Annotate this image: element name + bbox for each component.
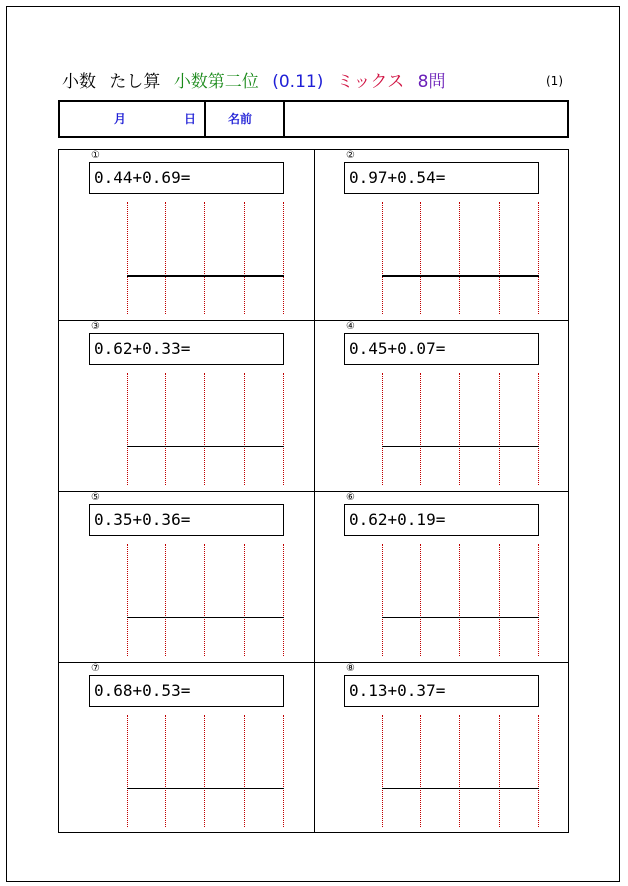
answer-line [127, 446, 284, 447]
title-mix: ミックス [336, 72, 405, 92]
problem-cell [59, 321, 314, 492]
month-label: 月 [114, 112, 127, 126]
problem-number: ② [346, 150, 355, 161]
digit-guide-line [165, 373, 166, 485]
digit-guide-line [165, 202, 166, 314]
day-label: 日 [184, 112, 197, 126]
digit-guide-line [127, 373, 128, 485]
digit-guide-line [499, 202, 500, 314]
problem-cell [59, 492, 314, 663]
answer-line [382, 446, 539, 447]
digit-guide-line [204, 544, 205, 656]
digit-guide-line [538, 544, 539, 656]
title-decimal: 小数 [62, 72, 96, 92]
digit-guide-line [459, 715, 460, 827]
problem-cell [59, 663, 314, 834]
digit-guide-line [420, 715, 421, 827]
digit-guide-line [127, 202, 128, 314]
title-unit: (0.11) [272, 72, 324, 92]
problem-number: ① [91, 150, 100, 161]
page-number: (1) [546, 74, 563, 88]
digit-guide-line [165, 715, 166, 827]
digit-guide-line [382, 373, 383, 485]
problem-expression: 0.97+0.54= [344, 162, 539, 194]
digit-guide-line [420, 373, 421, 485]
digit-guide-line [499, 373, 500, 485]
problem-expression: 0.44+0.69= [89, 162, 284, 194]
answer-line [382, 275, 539, 277]
digit-guide-line [420, 544, 421, 656]
worksheet-title [62, 70, 453, 94]
digit-guide-line [283, 202, 284, 314]
problem-expression: 0.35+0.36= [89, 504, 284, 536]
digit-guide-line [127, 544, 128, 656]
answer-line [127, 617, 284, 618]
digit-guide-line [459, 373, 460, 485]
digit-guide-line [538, 373, 539, 485]
problem-cell [314, 321, 569, 492]
problem-number: ⑧ [346, 663, 355, 674]
digit-guide-line [382, 202, 383, 314]
problem-expression: 0.13+0.37= [344, 675, 539, 707]
digit-guide-line [420, 202, 421, 314]
digit-guide-line [459, 544, 460, 656]
answer-line [127, 275, 284, 277]
problem-grid [58, 149, 569, 833]
header-divider [283, 102, 285, 136]
digit-guide-line [127, 715, 128, 827]
title-addition: たし算 [109, 72, 161, 92]
problem-expression: 0.45+0.07= [344, 333, 539, 365]
problem-expression: 0.62+0.33= [89, 333, 284, 365]
digit-guide-line [499, 715, 500, 827]
answer-line [382, 788, 539, 789]
problem-number: ⑦ [91, 663, 100, 674]
title-question-count: 8問 [417, 72, 446, 92]
problem-expression: 0.68+0.53= [89, 675, 284, 707]
digit-guide-line [538, 715, 539, 827]
digit-guide-line [204, 715, 205, 827]
answer-line [382, 617, 539, 618]
digit-guide-line [244, 373, 245, 485]
title-second-decimal-place: 小数第二位 [173, 72, 259, 92]
digit-guide-line [165, 544, 166, 656]
problem-cell [314, 150, 569, 321]
digit-guide-line [382, 715, 383, 827]
digit-guide-line [204, 202, 205, 314]
name-field[interactable] [288, 102, 565, 136]
problem-number: ③ [91, 321, 100, 332]
digit-guide-line [538, 202, 539, 314]
digit-guide-line [204, 373, 205, 485]
digit-guide-line [244, 544, 245, 656]
problem-cell [314, 663, 569, 834]
answer-line [127, 788, 284, 789]
problem-cell [314, 492, 569, 663]
problem-number: ⑥ [346, 492, 355, 503]
problem-expression: 0.62+0.19= [344, 504, 539, 536]
digit-guide-line [283, 715, 284, 827]
problem-cell [59, 150, 314, 321]
digit-guide-line [283, 373, 284, 485]
header-divider [204, 102, 206, 136]
digit-guide-line [499, 544, 500, 656]
name-date-header [58, 100, 569, 138]
problem-number: ⑤ [91, 492, 100, 503]
digit-guide-line [459, 202, 460, 314]
name-label: 名前 [228, 112, 253, 126]
digit-guide-line [283, 544, 284, 656]
problem-number: ④ [346, 321, 355, 332]
digit-guide-line [382, 544, 383, 656]
digit-guide-line [244, 715, 245, 827]
digit-guide-line [244, 202, 245, 314]
